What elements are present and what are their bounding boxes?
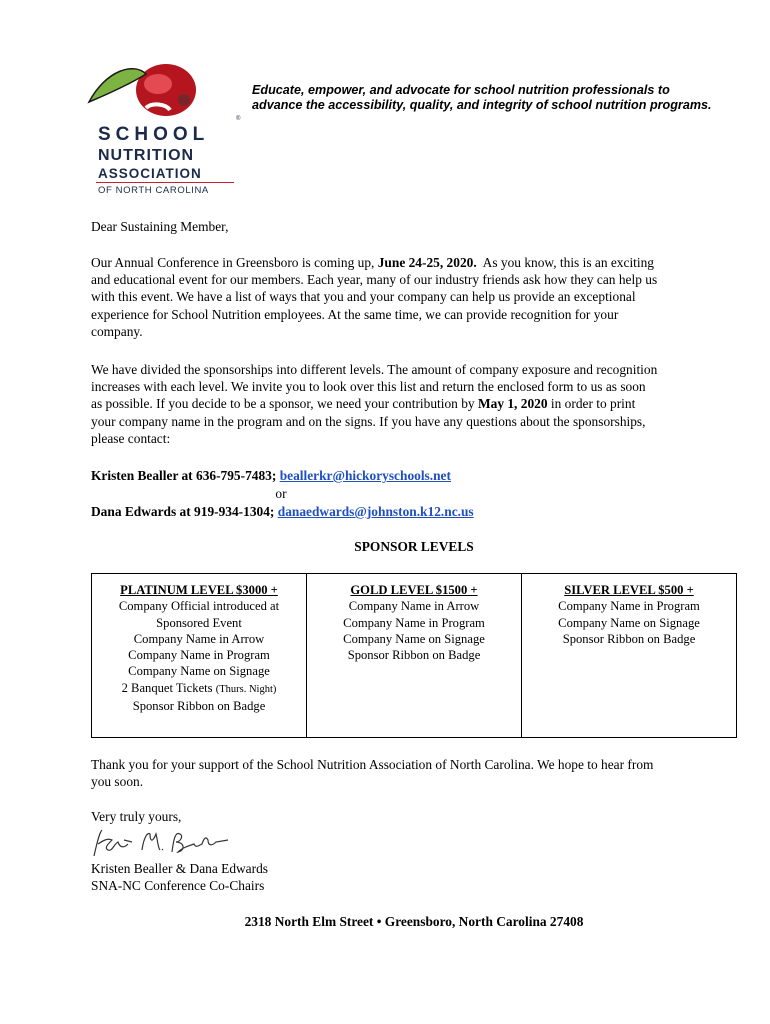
p1-line-5: company. [91, 323, 143, 339]
or-separator: or [275, 486, 287, 501]
tagline-line-1: Educate, empower, and advocate for school nutrition professionals to [252, 83, 670, 97]
paragraph-1 [91, 254, 746, 340]
p1-line-3: with this event. We have a list of ways that you and your company can help us provide an exceptional [91, 289, 636, 305]
sponsor-levels-heading: SPONSOR LEVELS [354, 539, 474, 554]
list-item: Company Name in Program [128, 648, 270, 663]
email-link-kristen[interactable]: beallerkr@hickoryschools.net [279, 468, 451, 483]
thanks-paragraph [91, 756, 746, 790]
sponsor-levels-table [91, 573, 737, 738]
p2-line-2: increases with each level. We invite you to look over this list and return the enclosed form to us as soon [91, 379, 646, 395]
contact-2-label: Dana Edwards at 919-934-1304; [91, 504, 275, 519]
p1-rest: As you know, this is an exciting [482, 255, 654, 270]
logo-line-school: SCHOOL [98, 124, 210, 145]
list-item: Sponsor Ribbon on Badge [132, 699, 266, 714]
p2-line-5: please contact: [91, 430, 171, 446]
contact-kristen [91, 467, 746, 484]
signer-title: SNA-NC Conference Co-Chairs [91, 878, 265, 894]
list-item-banquet: 2 Banquet Tickets (Thurs. Night) [121, 680, 277, 695]
list-item: Sponsor Ribbon on Badge [347, 648, 481, 663]
registered-mark: ® [236, 116, 241, 122]
p1-line-1 [91, 254, 746, 271]
conference-date: June 24-25, 2020. [377, 255, 477, 270]
list-item: Company Name in Arrow [348, 599, 480, 614]
list-item: Company Name in Program [558, 599, 700, 614]
silver-level-column [522, 574, 736, 737]
tagline-line-2: advance the accessibility, quality, and integrity of school nutrition programs. [252, 98, 712, 112]
logo-line-state: OF NORTH CAROLINA [98, 185, 209, 196]
footer-address: 2318 North Elm Street • Greensboro, North Carolina 27408 [244, 914, 584, 929]
signature-icon [90, 826, 230, 862]
closing: Very truly yours, [91, 809, 182, 824]
list-item: Company Name on Signage [343, 631, 485, 646]
logo-line-association: ASSOCIATION [98, 166, 202, 181]
p2-line-1: We have divided the sponsorships into different levels. The amount of company exposure and recognition [91, 362, 658, 377]
list-item: Company Name in Arrow [133, 631, 265, 646]
gold-level-column [307, 574, 522, 737]
list-item: Company Name on Signage [128, 664, 270, 679]
signer-names: Kristen Bealler & Dana Edwards [91, 861, 268, 876]
contact-dana [91, 503, 746, 520]
email-link-dana[interactable]: danaedwards@johnston.k12.nc.us [277, 504, 474, 519]
list-item: Company Name in Program [343, 615, 485, 630]
p1-line-4: experience for School Nutrition employees. At the same time, we can provide recognition for your [91, 306, 619, 322]
p1-intro: Our Annual Conference in Greensboro is coming up, [91, 255, 375, 270]
p2-line-4: your company name in the program and on the signs. If you have any questions about the sponsorships, [91, 413, 646, 429]
sna-nc-logo [86, 60, 244, 200]
list-item: Company Official introduced at [118, 599, 280, 614]
list-item: Sponsor Ribbon on Badge [562, 631, 696, 646]
signer-block [91, 860, 746, 894]
list-item: Sponsored Event [156, 615, 242, 630]
paragraph-2 [91, 361, 746, 447]
tagline [252, 83, 742, 113]
gold-level-title: GOLD LEVEL $1500 + [350, 583, 478, 597]
thanks-line-1: Thank you for your support of the School Nutrition Association of North Carolina. We hope to hear from [91, 757, 654, 772]
apple-icon [89, 64, 196, 116]
thanks-line-2: you soon. [91, 774, 144, 790]
p1-line-2: and educational event for our members. Each year, many of our industry friends ask how they can help us [91, 272, 658, 288]
platinum-level-title: PLATINUM LEVEL $3000 + [120, 583, 278, 597]
platinum-level-column [92, 574, 307, 737]
logo-line-nutrition: NUTRITION [98, 147, 195, 164]
p2-line-3: as possible. If you decide to be a sponsor, we need your contribution by May 1, 2020 in order to print [91, 396, 636, 412]
contact-1-label: Kristen Bealler at 636-795-7483; [91, 468, 277, 483]
contribution-deadline: May 1, 2020 [477, 396, 548, 412]
greeting: Dear Sustaining Member, [91, 219, 229, 234]
silver-level-title: SILVER LEVEL $500 + [564, 583, 694, 597]
list-item: Company Name on Signage [558, 615, 700, 630]
